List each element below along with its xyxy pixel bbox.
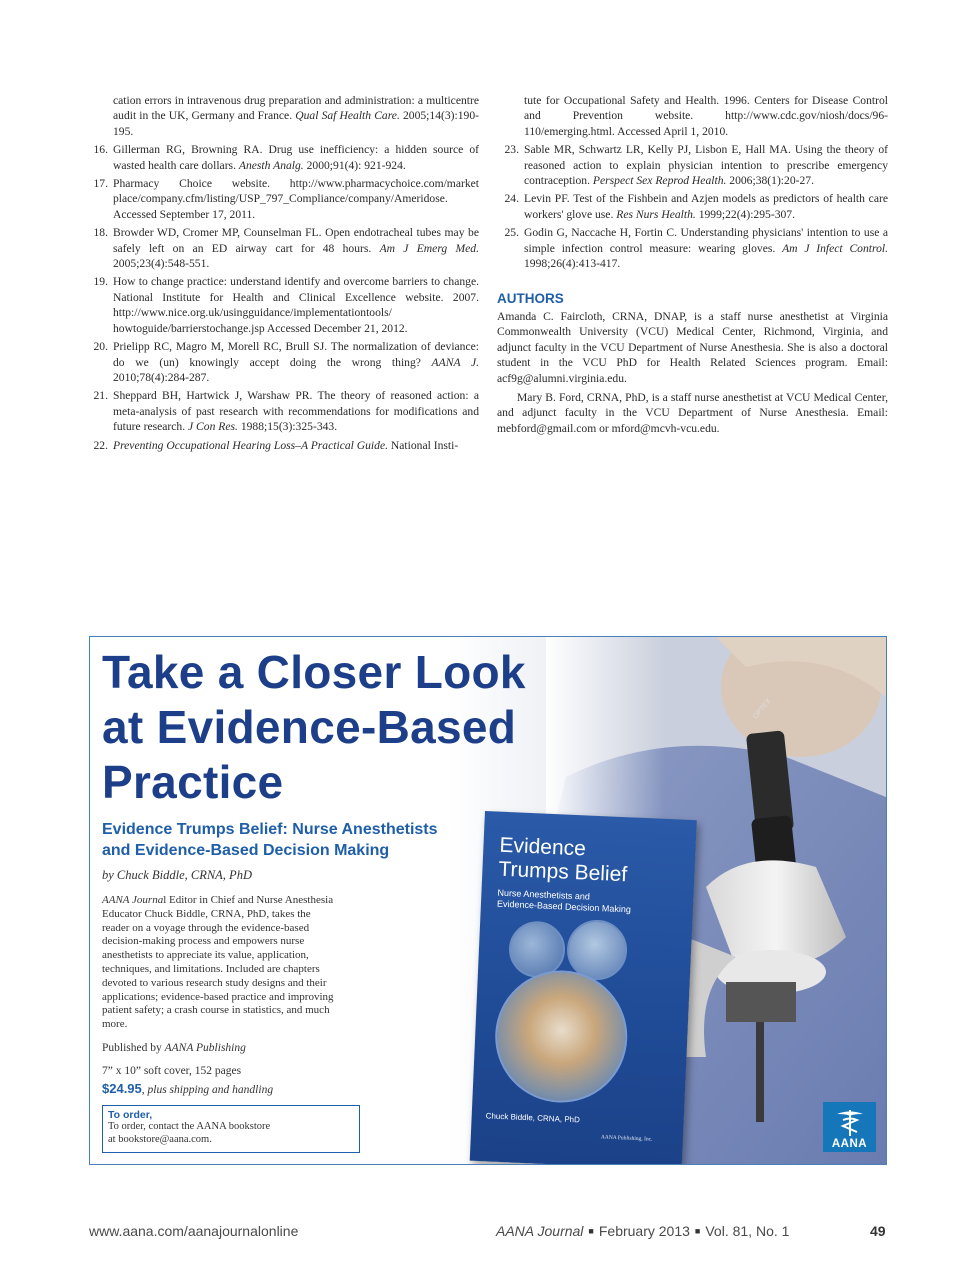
reference-entry	[86, 339, 479, 385]
book-advertisement	[89, 636, 887, 1165]
reference-entry	[497, 191, 888, 222]
reference-number: 17.	[93, 177, 108, 191]
reference-entry	[497, 225, 888, 271]
aana-logo	[823, 1102, 876, 1152]
reference-number: 22.	[93, 438, 108, 452]
ad-byline: by Chuck Biddle, CRNA, PhD	[102, 868, 252, 882]
reference-text: Sable MR, Schwartz LR, Kelly PJ, Lisbon E, Hall MA. Using the theory of reasoned action to explain physician intention to prescribe emergency contraception.	[524, 143, 888, 188]
reference-number: 21.	[93, 389, 108, 403]
reference-text: Pharmacy Choice website. http://www.pharmacychoice.com/market place/company.cfm/listing/USP_797_Compliance/company/Ameridose. Accessed September 17, 2011.	[113, 177, 479, 221]
order-line-1: To order, contact the AANA bookstore	[108, 1121, 271, 1132]
order-info-box	[102, 1105, 360, 1153]
page-number: 49	[870, 1223, 886, 1239]
references-right-column	[497, 93, 888, 440]
reference-journal: J Con Res.	[188, 420, 238, 434]
reference-journal: Qual Saf Health Care.	[295, 109, 400, 123]
ad-description: AANA Journal Editor in Chief and Nurse Anesthesia Educator Chuck Biddle, CRNA, PhD, takes the reader on a voyage through the evidence-based decision-making process and empowers nurse anesthetists to appreciate its value, application, techniques, and limitations. Included are chapters devoted to various research study designs and their applications; evidence-based practice and improving patient safety; a crash course in statistics, and much more.	[102, 894, 334, 1031]
reference-number: 19.	[93, 275, 108, 289]
reference-text: 2005;23(4):548-551.	[113, 257, 210, 271]
reference-number: 20.	[93, 340, 108, 354]
ad-book-format: 7” x 10” soft cover, 152 pages	[102, 1065, 242, 1077]
reference-text: Browder WD, Cromer MP, Counselman FL. Open endotracheal tubes may be safely left on an ED airway cart for 48 hours.	[113, 226, 479, 255]
reference-text: Godin G, Naccache H, Fortin C. Understanding physicians' intention to use a simple infection control measure: wearing gloves.	[524, 226, 888, 255]
reference-entry	[497, 142, 888, 188]
order-heading: To order,	[108, 1109, 153, 1121]
reference-text: 1998;26(4):413-417.	[524, 257, 621, 271]
ad-book-title: Evidence Trumps Belief: Nurse Anesthetists and Evidence-Based Decision Making	[102, 821, 438, 859]
reference-entry	[86, 176, 479, 222]
reference-text: tute for Occupational Safety and Health. 1996. Centers for Disease Control and Prevention website. http://www.cdc.gov/niosh/docs/96-110/emerging.html. Accessed April 1, 2010.	[524, 94, 888, 138]
reference-journal: Am J Infect Control.	[782, 241, 888, 255]
reference-text: Sheppard BH, Hartwick J, Warshaw PR. The theory of reasoned action: a meta-analysis of past research with recommendations for modifications and future research.	[113, 389, 479, 434]
references-left-column	[86, 93, 479, 456]
reference-text: 2006;38(1):20-27.	[726, 174, 814, 188]
reference-journal: Preventing Occupational Hearing Loss–A Practical Guide.	[113, 438, 388, 452]
order-email[interactable]: at bookstore@aana.com.	[108, 1133, 212, 1145]
reference-entry	[86, 274, 479, 336]
reference-text: 2000;91(4): 921-924.	[303, 158, 406, 172]
book-cover-author: Chuck Biddle, CRNA, PhD	[485, 1111, 581, 1125]
reference-number: 25.	[504, 226, 519, 240]
reference-text: How to change practice: understand identify and overcome barriers to change. National Institute for Health and Clinical Excellence website. 2007. http://www.nice.org.uk/usingguidance/implementationtools/ howtoguide/barrierstochange.jsp Accessed December 21, 2012.	[113, 275, 479, 335]
reference-journal: AANA J.	[431, 355, 479, 369]
reference-number: 24.	[504, 192, 519, 206]
aana-logo-text: AANA	[831, 1138, 868, 1150]
reference-entry	[86, 438, 479, 453]
reference-text: 1988;15(3):325-343.	[237, 420, 338, 434]
reference-journal: Am J Emerg Med.	[379, 241, 479, 255]
footer-url[interactable]: www.aana.com/aanajournalonline	[89, 1223, 299, 1239]
reference-number: 16.	[93, 143, 108, 157]
reference-text: Gillerman RG, Browning RA. Drug use inefficiency: a hidden source of wasted health care dollars.	[113, 143, 479, 172]
reference-text: 2005;14(3):190-195.	[113, 109, 479, 138]
reference-text: Levin PF. Test of the Fishbein and Azjen models as predictors of health care workers' glove use.	[524, 192, 888, 221]
footer-journal-info: AANA Journal ■ February 2013 ■ Vol. 81, No. 1	[496, 1223, 790, 1239]
book-cover-title: Evidence Trumps Belief	[497, 833, 628, 887]
reference-text: 1999;22(4):295-307.	[695, 207, 795, 221]
reference-journal: Anesth Analg.	[238, 158, 304, 172]
reference-entry	[86, 93, 479, 139]
book-cover-photo-large	[492, 968, 630, 1106]
reference-entry	[86, 225, 479, 271]
reference-entry	[86, 388, 479, 434]
caduceus-icon	[833, 1108, 867, 1138]
ad-publisher: Published by AANA Publishing	[102, 1042, 246, 1054]
book-cover-image	[470, 811, 697, 1165]
book-cover-subtitle: Nurse Anesthetists and Evidence-Based Decision Making	[496, 887, 632, 915]
microscope-brand-label: OPTEX	[752, 697, 773, 721]
reference-text: 2010;78(4):284-287.	[113, 370, 210, 384]
reference-journal: Perspect Sex Reprod Health.	[592, 174, 727, 188]
author-bio-faircloth: Amanda C. Faircloth, CRNA, DNAP, is a staff nurse anesthetist at Virginia Commonwealth University (VCU) Medical Center, Richmond, Virginia, and adjunct faculty in the VCU Department of Nurse Anesthesia. She is also a doctoral student in the VCU PhD for Health Related Sciences program. Email: acf9g@alumni.virginia.edu.	[497, 309, 888, 385]
reference-entry	[86, 142, 479, 173]
authors-heading: AUTHORS	[497, 291, 564, 307]
reference-number: 18.	[93, 226, 108, 240]
reference-entry	[497, 93, 888, 139]
reference-journal: Res Nurs Health.	[616, 207, 696, 221]
ad-headline: Take a Closer Look at Evidence-Based Practice	[102, 646, 526, 808]
book-cover-publisher: AANA Publishing, Inc.	[600, 1134, 653, 1143]
reference-text: cation errors in intravenous drug preparation and administration: a multicentre audit in the UK, Germany and France.	[113, 94, 479, 123]
author-bio-ford: Mary B. Ford, CRNA, PhD, is a staff nurse anesthetist at VCU Medical Center, and adjunct faculty in the VCU Department of Nurse Anesthesia. Email: mebford@gmail.com or mford@mcvh-vcu.edu.	[497, 390, 888, 435]
reference-text: National Insti-	[388, 438, 459, 452]
ad-price: $24.95, plus shipping and handling	[102, 1081, 274, 1096]
reference-number: 23.	[504, 143, 519, 157]
reference-text: Prielipp RC, Magro M, Morell RC, Brull SJ. The normalization of deviance: do we (un) knowingly accept doing the wrong thing?	[113, 340, 479, 369]
